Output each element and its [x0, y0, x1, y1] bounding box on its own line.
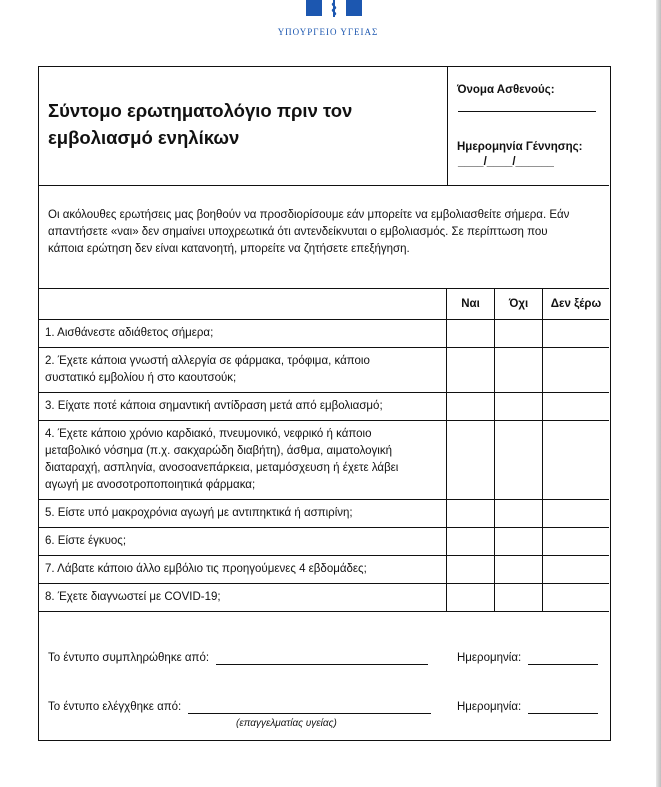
answer-unknown-cell[interactable]	[543, 421, 610, 500]
question-text-line: μεταβολικό νόσημα (π.χ. σακχαρώδη διαβήτη), άσθμα, αιματολογική	[45, 445, 392, 457]
answer-yes-cell[interactable]	[447, 584, 495, 612]
question-text	[39, 393, 447, 421]
answer-yes-cell[interactable]	[447, 421, 495, 500]
question-text-line: 6. Είστε έγκυος;	[45, 535, 127, 547]
answer-no-cell[interactable]	[495, 584, 543, 612]
page-edge-shadow	[656, 0, 661, 787]
ministry-name: ΥΠΟΥΡΓΕΙΟ ΥΓΕΙΑΣ	[277, 27, 379, 37]
question-text-line: 2. Έχετε κάποια γνωστή αλλεργία σε φάρμακα, τρόφιμα, κάποιο	[45, 355, 370, 367]
answer-unknown-cell[interactable]	[543, 320, 610, 348]
question-row	[39, 584, 609, 612]
answer-unknown-cell[interactable]	[543, 584, 610, 612]
form-title-line: Σύντομο ερωτηματολόγιο πριν τον	[48, 100, 353, 121]
answer-unknown-cell[interactable]	[543, 393, 610, 421]
question-text	[39, 584, 447, 612]
answer-no-cell[interactable]	[495, 320, 543, 348]
answer-no-cell[interactable]	[495, 528, 543, 556]
no-column-header: Όχι	[495, 289, 543, 320]
question-row	[39, 556, 609, 584]
answer-yes-cell[interactable]	[447, 556, 495, 584]
answer-unknown-cell[interactable]	[543, 500, 610, 528]
checked-by-line	[48, 701, 431, 714]
question-column-header	[39, 289, 447, 320]
answer-yes-cell[interactable]	[447, 393, 495, 421]
question-row	[39, 320, 609, 348]
answer-unknown-cell[interactable]	[543, 348, 610, 393]
question-text	[39, 500, 447, 528]
question-text-line: συστατικό εμβολίου ή στο καουτσούκ;	[45, 372, 237, 384]
completed-date-label: Ημερομηνία:	[457, 652, 522, 664]
answer-no-cell[interactable]	[495, 393, 543, 421]
question-row	[39, 421, 609, 500]
question-row	[39, 348, 609, 393]
answer-no-cell[interactable]	[495, 500, 543, 528]
answer-yes-cell[interactable]	[447, 320, 495, 348]
ministry-logo-icon	[306, 0, 362, 18]
patient-name-field[interactable]	[458, 111, 596, 112]
question-text-line: 5. Είστε υπό μακροχρόνια αγωγή με αντιπηκτικά ή ασπιρίνη;	[45, 507, 353, 519]
checked-date-label: Ημερομηνία:	[457, 701, 522, 713]
question-text-line: 7. Λάβατε κάποιο άλλο εμβόλιο τις προηγούμενες 4 εβδομάδες;	[45, 563, 367, 575]
yes-column-header: Ναι	[447, 289, 495, 320]
completed-by-label: Το έντυπο συμπληρώθηκε από:	[48, 652, 210, 664]
intro-line: Οι ακόλουθες ερωτήσεις μας βοηθούν να προσδιορίσουμε εάν μπορείτε να εμβολιασθείτε σήμερα. Εάν	[48, 209, 570, 221]
checked-date-line	[457, 701, 598, 714]
birth-date-field[interactable]: ____/____/______	[458, 156, 554, 168]
page-header	[0, 0, 656, 50]
question-text-line: 8. Έχετε διαγνωστεί με COVID-19;	[45, 591, 221, 603]
checked-by-field[interactable]	[188, 701, 431, 714]
title-row	[39, 67, 609, 186]
intro-line: κάποια ερώτηση δεν είναι κατανοητή, μπορείτε να ζητήσετε επεξήγηση.	[48, 243, 410, 255]
answer-no-cell[interactable]	[495, 421, 543, 500]
completed-by-line	[48, 652, 428, 665]
answer-yes-cell[interactable]	[447, 348, 495, 393]
form-title-line: εμβολιασμό ενηλίκων	[48, 127, 240, 148]
answer-unknown-cell[interactable]	[543, 528, 610, 556]
question-text-line: διαταραχή, ασπληνία, ανοσοανεπάρκεια, μεταμόσχευση ή έχετε λάβει	[45, 462, 399, 474]
question-text	[39, 421, 447, 500]
question-text-line: 3. Είχατε ποτέ κάποια σημαντική αντίδραση μετά από εμβολιασμό;	[45, 400, 383, 412]
questions-table	[39, 288, 609, 612]
question-row	[39, 500, 609, 528]
answer-yes-cell[interactable]	[447, 500, 495, 528]
professional-note: (επαγγελματίας υγείας)	[236, 718, 337, 729]
completed-date-line	[457, 652, 598, 665]
form-title	[48, 97, 438, 151]
question-text-line: 4. Έχετε κάποιο χρόνιο καρδιακό, πνευμονικό, νεφρικό ή κάποιο	[45, 428, 372, 440]
intro-text	[48, 207, 598, 258]
checked-by-label: Το έντυπο ελέγχθηκε από:	[48, 701, 182, 713]
patient-info-box	[447, 67, 610, 185]
question-text	[39, 556, 447, 584]
unknown-column-header: Δεν ξέρω	[543, 289, 610, 320]
vaccination-questionnaire-form	[38, 66, 611, 741]
birth-date-label: Ημερομηνία Γέννησης:	[457, 141, 583, 153]
question-row	[39, 528, 609, 556]
answer-no-cell[interactable]	[495, 348, 543, 393]
question-text	[39, 348, 447, 393]
patient-name-label: Όνομα Ασθενούς:	[457, 84, 555, 96]
answer-yes-cell[interactable]	[447, 528, 495, 556]
completed-date-field[interactable]	[528, 652, 598, 665]
question-text	[39, 528, 447, 556]
question-text-line: 1. Αισθάνεστε αδιάθετος σήμερα;	[45, 327, 214, 339]
question-text	[39, 320, 447, 348]
completed-by-field[interactable]	[216, 652, 428, 665]
question-text-line: αγωγή με ανοσοτροποποιητικά φάρμακα;	[45, 479, 256, 491]
checked-date-field[interactable]	[528, 701, 598, 714]
answer-unknown-cell[interactable]	[543, 556, 610, 584]
intro-line: απαντήσετε «ναι» δεν σημαίνει υποχρεωτικά ότι αντενδείκνυται ο εμβολιασμός. Σε περίπτωση που	[48, 226, 548, 238]
answer-no-cell[interactable]	[495, 556, 543, 584]
table-header-row	[39, 289, 609, 320]
question-row	[39, 393, 609, 421]
